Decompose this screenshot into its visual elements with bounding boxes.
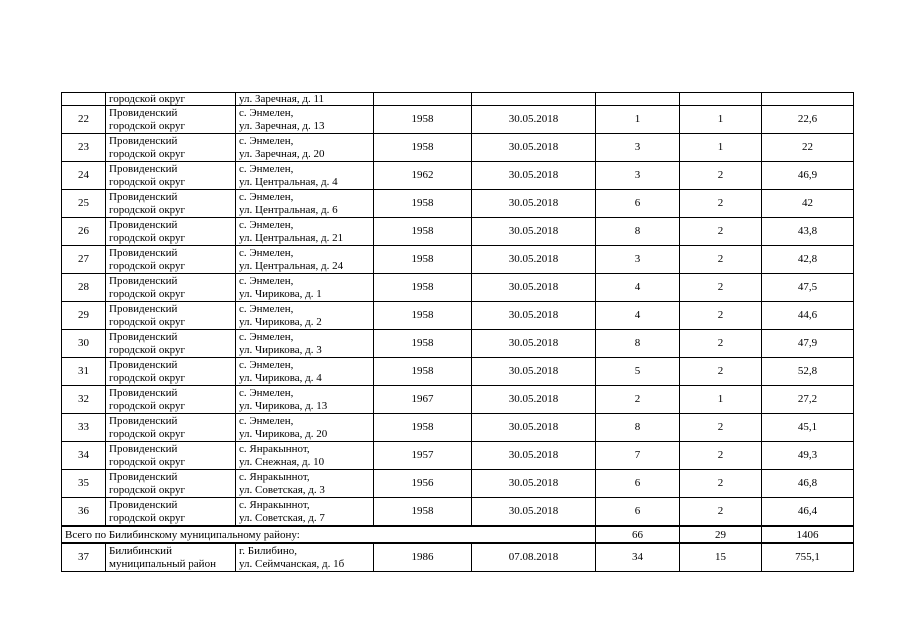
cell-number: 29	[62, 302, 106, 330]
cell-line-2: ул. Советская, д. 3	[239, 483, 325, 496]
cell-address: ул. Заречная, д. 11	[236, 93, 374, 106]
cell-line-2: ул. Центральная, д. 24	[239, 259, 344, 272]
cell-line-1: с. Янракыннот,	[239, 442, 310, 455]
cell-line-2: городской округ	[109, 259, 186, 272]
cell-year: 1958	[374, 302, 472, 330]
cell-district	[106, 498, 236, 527]
cell-date: 07.08.2018	[472, 543, 596, 572]
cell-line-1: Провиденский	[109, 218, 178, 231]
cell-date: 30.05.2018	[472, 246, 596, 274]
cell-line-2: ул. Центральная, д. 6	[239, 203, 338, 216]
cell-district	[106, 330, 236, 358]
cell-line-1: г. Билибино,	[239, 544, 297, 557]
cell-number	[62, 93, 106, 106]
cell-district	[106, 386, 236, 414]
cell-district	[106, 162, 236, 190]
cell-area: 47,9	[762, 330, 854, 358]
table-row	[62, 470, 854, 498]
cell-line-1: с. Энмелен,	[239, 302, 294, 315]
cell-line-2: городской округ	[109, 287, 186, 300]
cell-value-1: 3	[596, 246, 680, 274]
cell-area: 45,1	[762, 414, 854, 442]
cell-value-1: 8	[596, 414, 680, 442]
cell-value-1: 4	[596, 302, 680, 330]
cell-year: 1958	[374, 106, 472, 134]
cell-line-1: Провиденский	[109, 498, 178, 511]
table-row	[62, 386, 854, 414]
cell-value-1: 2	[596, 386, 680, 414]
cell-line-2: городской округ	[109, 483, 186, 496]
cell-area: 42	[762, 190, 854, 218]
cell-line-1: с. Энмелен,	[239, 162, 294, 175]
cell-line-2: ул. Центральная, д. 4	[239, 175, 338, 188]
cell-line-2: ул. Чирикова, д. 3	[239, 343, 322, 356]
cell-date: 30.05.2018	[472, 134, 596, 162]
cell-line-2: городской округ	[109, 343, 186, 356]
cell-area: 46,4	[762, 498, 854, 527]
cell-value-2: 2	[680, 274, 762, 302]
cell-address	[236, 218, 374, 246]
cell-date: 30.05.2018	[472, 470, 596, 498]
cell-number: 30	[62, 330, 106, 358]
cell-line-1: с. Энмелен,	[239, 134, 294, 147]
cell-value-2: 2	[680, 330, 762, 358]
table-row	[62, 358, 854, 386]
cell-area: 49,3	[762, 442, 854, 470]
cell-address	[236, 246, 374, 274]
cell-line-1: Провиденский	[109, 190, 178, 203]
cell-line-2: муниципальный район	[109, 557, 216, 570]
cell-number: 36	[62, 498, 106, 527]
cell-district	[106, 414, 236, 442]
cell-line-2: городской округ	[109, 399, 186, 412]
cell-value-2: 2	[680, 302, 762, 330]
cell-number: 27	[62, 246, 106, 274]
cell-address	[236, 190, 374, 218]
cell-value-1: 5	[596, 358, 680, 386]
cell-line-1: Провиденский	[109, 162, 178, 175]
cell-value-1: 34	[596, 543, 680, 572]
cell-line-1: с. Энмелен,	[239, 386, 294, 399]
table-row	[62, 274, 854, 302]
cell-line-2: городской округ	[109, 455, 186, 468]
cell-date: 30.05.2018	[472, 106, 596, 134]
cell-district	[106, 190, 236, 218]
table-row	[62, 543, 854, 572]
total-value-1: 66	[596, 526, 680, 543]
cell-date: 30.05.2018	[472, 218, 596, 246]
cell-district	[106, 358, 236, 386]
cell-date: 30.05.2018	[472, 162, 596, 190]
cell-year: 1958	[374, 414, 472, 442]
cell-date: 30.05.2018	[472, 386, 596, 414]
cell-district	[106, 218, 236, 246]
cell-date: 30.05.2018	[472, 274, 596, 302]
cell-area: 46,9	[762, 162, 854, 190]
cell-address	[236, 442, 374, 470]
cell-line-1: Провиденский	[109, 358, 178, 371]
cell-value-2: 2	[680, 218, 762, 246]
cell-line-2: ул. Чирикова, д. 20	[239, 427, 328, 440]
table-row	[62, 106, 854, 134]
cell-value-2: 1	[680, 106, 762, 134]
housing-table	[61, 92, 854, 572]
cell-value-1: 8	[596, 330, 680, 358]
cell-date: 30.05.2018	[472, 414, 596, 442]
table-row	[62, 134, 854, 162]
cell-date	[472, 93, 596, 106]
table-row	[62, 498, 854, 527]
cell-line-2: ул. Чирикова, д. 13	[239, 399, 328, 412]
cell-number: 23	[62, 134, 106, 162]
cell-number: 28	[62, 274, 106, 302]
cell-address	[236, 162, 374, 190]
total-label: Всего по Билибинскому муниципальному району:	[62, 526, 596, 543]
cell-number: 24	[62, 162, 106, 190]
cell-district	[106, 442, 236, 470]
cell-line-2: ул. Чирикова, д. 4	[239, 371, 322, 384]
cell-value-2: 2	[680, 246, 762, 274]
cell-line-1: Провиденский	[109, 414, 178, 427]
cell-area: 52,8	[762, 358, 854, 386]
cell-district	[106, 106, 236, 134]
cell-address	[236, 134, 374, 162]
cell-line-1: с. Энмелен,	[239, 190, 294, 203]
cell-line-2: городской округ	[109, 119, 186, 132]
cell-line-1: с. Энмелен,	[239, 246, 294, 259]
cell-number: 33	[62, 414, 106, 442]
cell-year: 1986	[374, 543, 472, 572]
cell-date: 30.05.2018	[472, 330, 596, 358]
cell-address	[236, 274, 374, 302]
cell-line-2: ул. Снежная, д. 10	[239, 455, 325, 468]
cell-line-1: Провиденский	[109, 106, 178, 119]
cell-date: 30.05.2018	[472, 358, 596, 386]
cell-year: 1958	[374, 358, 472, 386]
cell-line-1: с. Энмелен,	[239, 274, 294, 287]
cell-value-2: 1	[680, 134, 762, 162]
cell-date: 30.05.2018	[472, 442, 596, 470]
table-row	[62, 246, 854, 274]
table-row	[62, 442, 854, 470]
table-row	[62, 218, 854, 246]
cell-value-1	[596, 93, 680, 106]
cell-area: 44,6	[762, 302, 854, 330]
cell-date: 30.05.2018	[472, 190, 596, 218]
cell-value-1: 4	[596, 274, 680, 302]
cell-year: 1958	[374, 190, 472, 218]
cell-area: 46,8	[762, 470, 854, 498]
cell-year: 1958	[374, 134, 472, 162]
cell-value-1: 3	[596, 162, 680, 190]
cell-line-2: городской округ	[109, 427, 186, 440]
cell-line-1: с. Янракыннот,	[239, 470, 310, 483]
cell-year: 1956	[374, 470, 472, 498]
cell-number: 32	[62, 386, 106, 414]
cell-number: 31	[62, 358, 106, 386]
cell-value-2: 2	[680, 470, 762, 498]
table-body	[62, 93, 854, 572]
table-row	[62, 414, 854, 442]
cell-line-1: Провиденский	[109, 302, 178, 315]
cell-address	[236, 358, 374, 386]
cell-line-2: городской округ	[109, 175, 186, 188]
cell-district	[106, 274, 236, 302]
cell-number: 25	[62, 190, 106, 218]
cell-line-1: Провиденский	[109, 442, 178, 455]
cell-value-2: 2	[680, 498, 762, 527]
cell-date: 30.05.2018	[472, 498, 596, 527]
cell-number: 34	[62, 442, 106, 470]
cell-address	[236, 302, 374, 330]
cell-address	[236, 414, 374, 442]
cell-district	[106, 470, 236, 498]
cell-address	[236, 330, 374, 358]
cell-line-1: с. Энмелен,	[239, 414, 294, 427]
cell-area: 755,1	[762, 543, 854, 572]
cell-line-1: с. Энмелен,	[239, 218, 294, 231]
cell-number: 35	[62, 470, 106, 498]
cell-area: 42,8	[762, 246, 854, 274]
cell-value-1: 1	[596, 106, 680, 134]
table-row	[62, 162, 854, 190]
cell-line-2: городской округ	[109, 203, 186, 216]
cell-address	[236, 470, 374, 498]
cell-area	[762, 93, 854, 106]
cell-area: 43,8	[762, 218, 854, 246]
cell-line-1: Провиденский	[109, 470, 178, 483]
cell-area: 47,5	[762, 274, 854, 302]
cell-line-2: городской округ	[109, 511, 186, 524]
cell-line-1: с. Энмелен,	[239, 358, 294, 371]
table-row	[62, 302, 854, 330]
cell-district	[106, 134, 236, 162]
cell-area: 27,2	[762, 386, 854, 414]
total-row	[62, 526, 854, 543]
cell-area: 22,6	[762, 106, 854, 134]
cell-line-2: городской округ	[109, 315, 186, 328]
cell-line-2: ул. Советская, д. 7	[239, 511, 325, 524]
cell-year: 1958	[374, 274, 472, 302]
cell-number: 22	[62, 106, 106, 134]
cell-line-2: ул. Чирикова, д. 1	[239, 287, 322, 300]
cell-line-1: Провиденский	[109, 274, 178, 287]
cell-district	[106, 246, 236, 274]
cell-value-1: 3	[596, 134, 680, 162]
cell-address	[236, 498, 374, 527]
cell-district: городской округ	[106, 93, 236, 106]
cell-district	[106, 302, 236, 330]
cell-value-1: 8	[596, 218, 680, 246]
cell-address	[236, 543, 374, 572]
cell-year: 1967	[374, 386, 472, 414]
cell-area: 22	[762, 134, 854, 162]
cell-year: 1958	[374, 330, 472, 358]
cell-value-1: 6	[596, 470, 680, 498]
cell-value-2	[680, 93, 762, 106]
cell-year: 1962	[374, 162, 472, 190]
cell-line-1: с. Энмелен,	[239, 330, 294, 343]
table-row-continued	[62, 93, 854, 106]
table-row	[62, 190, 854, 218]
total-value-2: 29	[680, 526, 762, 543]
cell-line-2: городской округ	[109, 147, 186, 160]
cell-line-1: Провиденский	[109, 246, 178, 259]
cell-date: 30.05.2018	[472, 302, 596, 330]
cell-line-1: Билибинский	[109, 544, 172, 557]
cell-year: 1958	[374, 218, 472, 246]
cell-number: 26	[62, 218, 106, 246]
cell-year	[374, 93, 472, 106]
table-row	[62, 330, 854, 358]
cell-value-1: 7	[596, 442, 680, 470]
cell-value-2: 2	[680, 414, 762, 442]
cell-value-2: 2	[680, 442, 762, 470]
cell-value-2: 1	[680, 386, 762, 414]
cell-line-2: ул. Чирикова, д. 2	[239, 315, 322, 328]
cell-value-1: 6	[596, 498, 680, 527]
cell-line-2: городской округ	[109, 371, 186, 384]
cell-line-2: ул. Сеймчанская, д. 1б	[239, 557, 345, 570]
cell-line-2: ул. Центральная, д. 21	[239, 231, 344, 244]
cell-value-2: 2	[680, 162, 762, 190]
cell-line-1: Провиденский	[109, 386, 178, 399]
cell-value-2: 2	[680, 190, 762, 218]
cell-line-1: Провиденский	[109, 134, 178, 147]
cell-line-2: ул. Заречная, д. 13	[239, 119, 325, 132]
total-area: 1406	[762, 526, 854, 543]
cell-number: 37	[62, 543, 106, 572]
cell-address	[236, 106, 374, 134]
cell-line-1: с. Энмелен,	[239, 106, 294, 119]
cell-district	[106, 543, 236, 572]
cell-line-1: Провиденский	[109, 330, 178, 343]
cell-year: 1958	[374, 246, 472, 274]
cell-line-2: ул. Заречная, д. 20	[239, 147, 325, 160]
cell-value-1: 6	[596, 190, 680, 218]
cell-line-2: городской округ	[109, 231, 186, 244]
cell-line-1: с. Янракыннот,	[239, 498, 310, 511]
cell-value-2: 2	[680, 358, 762, 386]
cell-year: 1958	[374, 498, 472, 527]
cell-year: 1957	[374, 442, 472, 470]
cell-value-2: 15	[680, 543, 762, 572]
cell-address	[236, 386, 374, 414]
